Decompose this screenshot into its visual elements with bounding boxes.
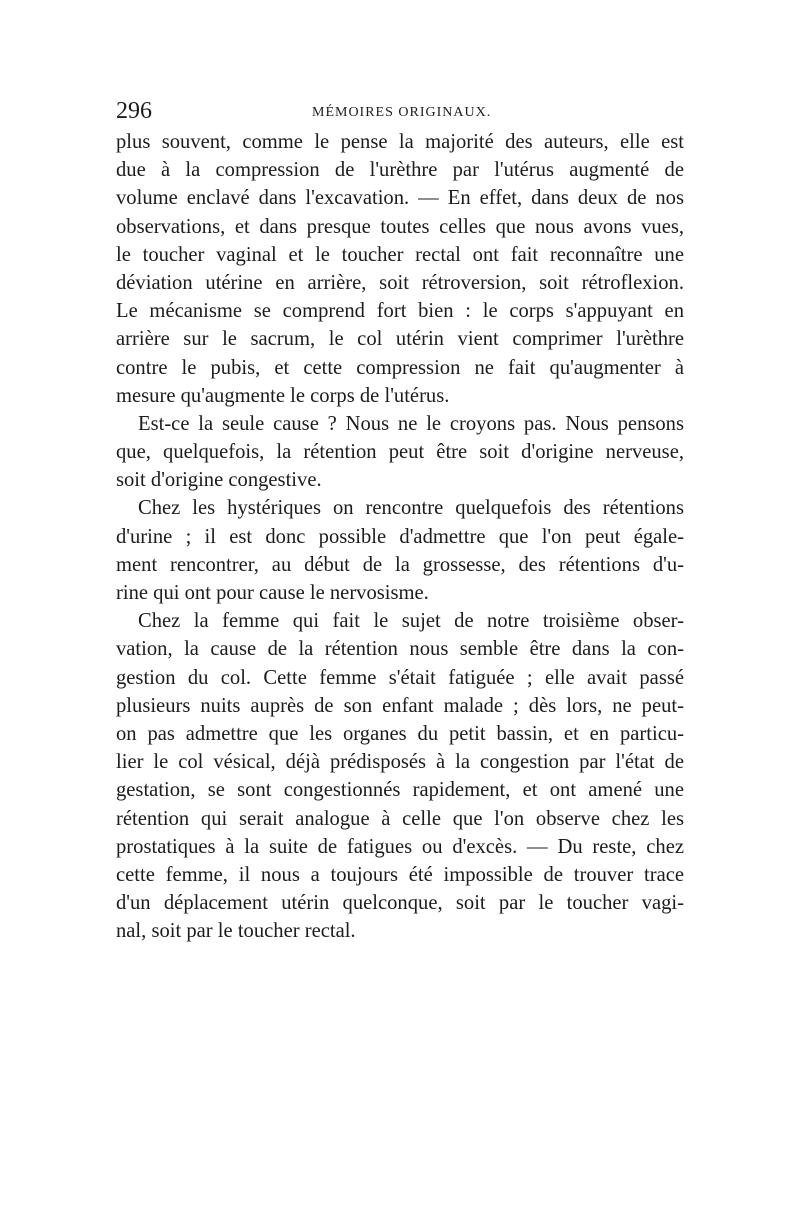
text-line: le toucher vaginal et le toucher rectal ont fait reconnaître une: [116, 243, 684, 266]
text-line: déviation utérine en arrière, soit rétroversion, soit rétroflexion.: [116, 271, 684, 294]
paragraph-4: [116, 607, 684, 945]
text-line: on pas admettre que les organes du petit bassin, et en particu-: [116, 722, 684, 745]
text-line: Le mécanisme se comprend fort bien : le corps s'appuyant en: [116, 300, 684, 323]
text-line: rine qui ont pour cause le nervosisme.: [116, 582, 429, 604]
text-line: Chez les hystériques on rencontre quelquefois des rétentions: [138, 497, 684, 520]
paragraph-2: [116, 410, 684, 495]
text-line: observations, et dans presque toutes celles que nous avons vues,: [116, 215, 684, 238]
text-line: arrière sur le sacrum, le col utérin vient comprimer l'urèthre: [116, 328, 684, 351]
page-header: [116, 96, 684, 128]
text-line: d'urine ; il est donc possible d'admettre que l'on peut égale-: [116, 525, 684, 548]
text-line: ment rencontrer, au début de la grossesse, des rétentions d'u-: [116, 553, 684, 576]
paragraph-1: [116, 128, 684, 410]
body-text: [116, 128, 684, 945]
text-line: lier le col vésical, déjà prédisposés à la congestion par l'état de: [116, 751, 684, 774]
text-line: volume enclavé dans l'excavation. — En effet, dans deux de nos: [116, 187, 684, 210]
running-title: MÉMOIRES ORIGINAUX.: [312, 105, 492, 120]
text-line: cette femme, il nous a toujours été impossible de trouver trace: [116, 863, 684, 886]
paragraph-3: [116, 494, 684, 607]
text-line: gestation, se sont congestionnés rapidement, et ont amené une: [116, 779, 684, 802]
text-line: Chez la femme qui fait le sujet de notre troisième obser-: [138, 610, 684, 633]
text-line: contre le pubis, et cette compression ne fait qu'augmenter à: [116, 356, 684, 379]
text-line: due à la compression de l'urèthre par l'utérus augmenté de: [116, 159, 684, 182]
text-line: rétention qui serait analogue à celle que l'on observe chez les: [116, 807, 684, 830]
text-line: Est-ce la seule cause ? Nous ne le croyons pas. Nous pensons: [138, 412, 684, 435]
text-line: mesure qu'augmente le corps de l'utérus.: [116, 384, 450, 407]
text-line: plus souvent, comme le pense la majorité des auteurs, elle est: [116, 131, 684, 153]
text-line: nal, soit par le toucher rectal.: [116, 920, 356, 943]
text-line: prostatiques à la suite de fatigues ou d'excès. — Du reste, chez: [116, 835, 684, 858]
text-line: gestion du col. Cette femme s'était fatiguée ; elle avait passé: [116, 666, 684, 689]
text-line: d'un déplacement utérin quelconque, soit par le toucher vagi-: [116, 892, 684, 915]
page-number: 296: [116, 98, 152, 124]
text-line: plusieurs nuits auprès de son enfant malade ; dès lors, ne peut-: [116, 694, 684, 717]
text-line: que, quelquefois, la rétention peut être soit d'origine nerveuse,: [116, 441, 684, 464]
text-line: vation, la cause de la rétention nous semble être dans la con-: [116, 638, 684, 661]
text-line: soit d'origine congestive.: [116, 469, 322, 492]
